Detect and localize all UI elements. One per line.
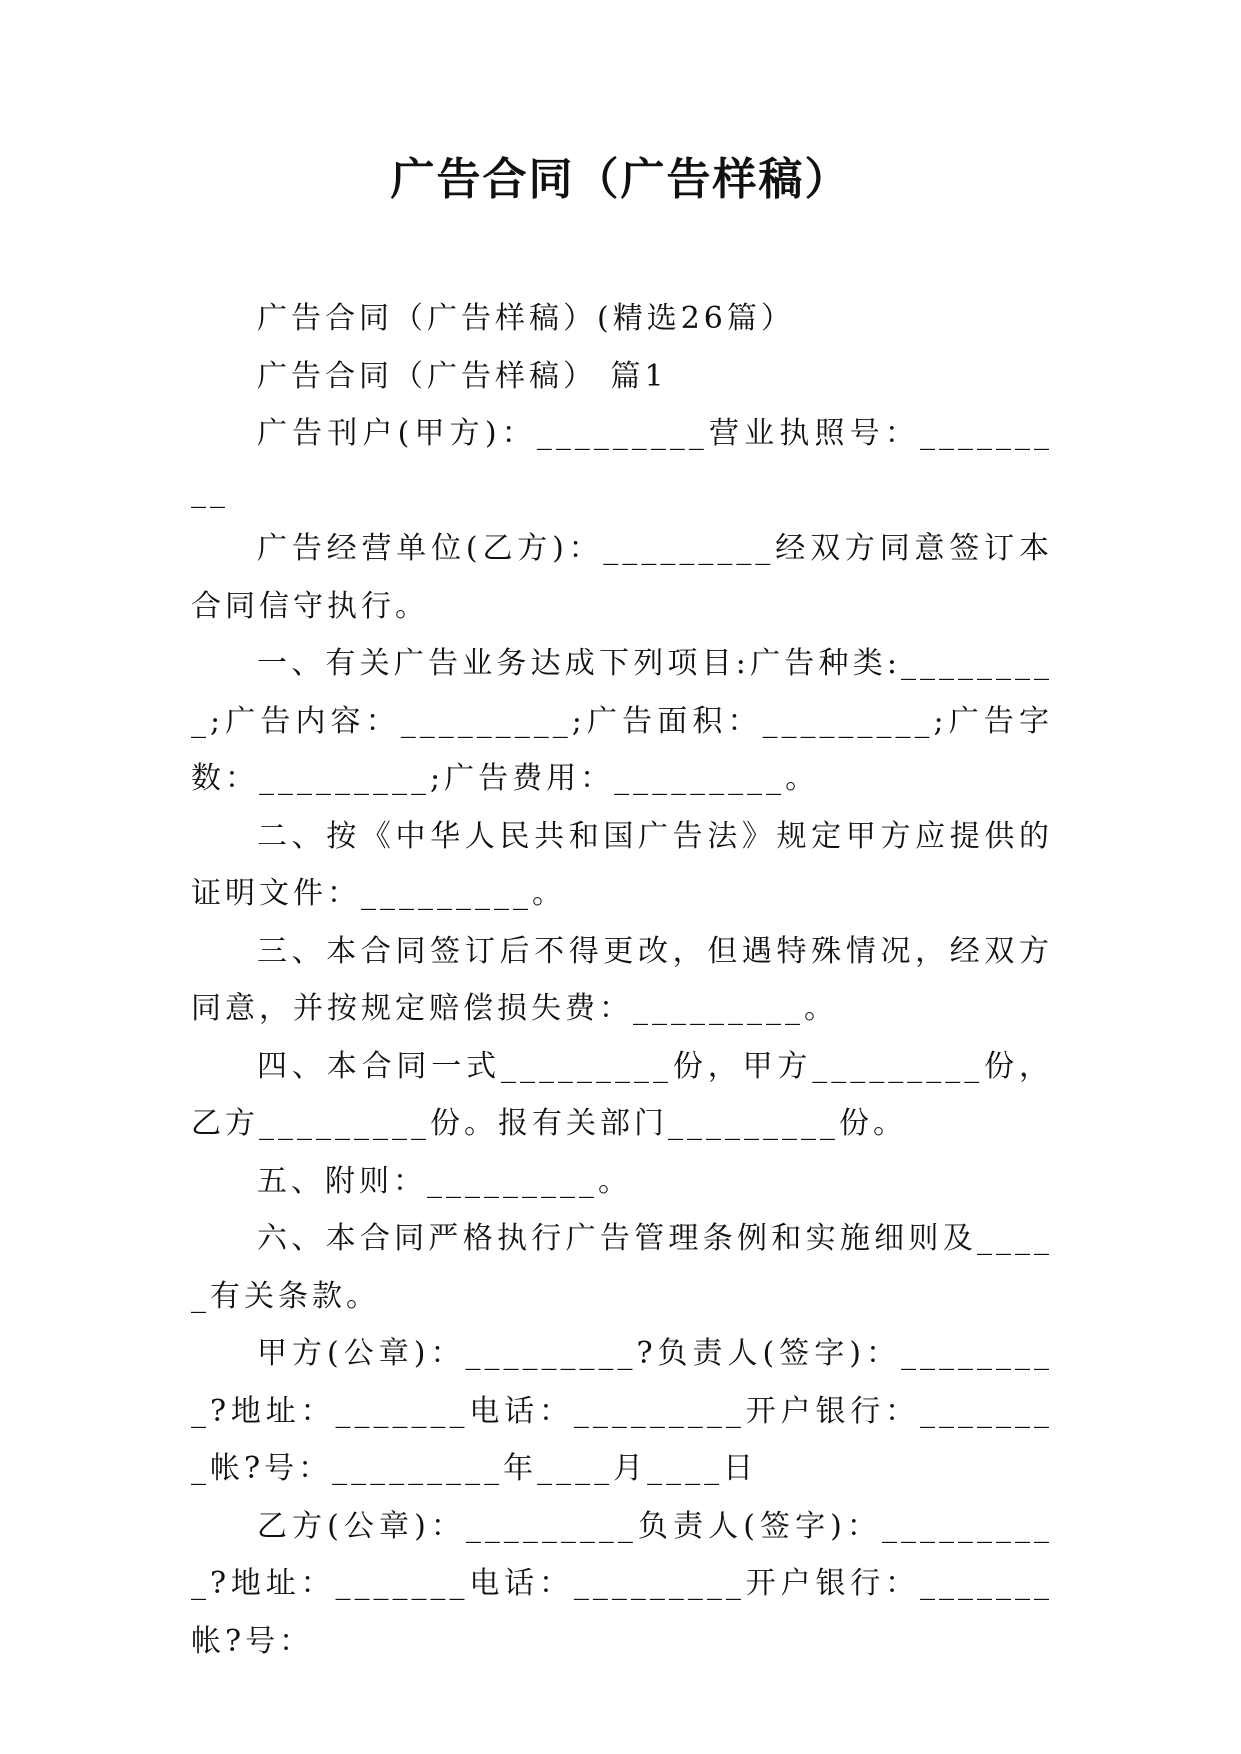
- paragraph-clause-6: 六、本合同严格执行广告管理条例和实施细则及_____有关条款。: [191, 1221, 1053, 1314]
- paragraph-clause-2: 二、按《中华人民共和国广告法》规定甲方应提供的证明文件：_________。: [191, 818, 1053, 911]
- paragraph-clause-1: 一、有关广告业务达成下列项目:广告种类:_________;广告内容：_________;广告面积：_________;广告字数：_________;广告费用：_________。: [191, 646, 1053, 796]
- paragraph-section-heading: 广告合同（广告样稿） 篇1: [257, 358, 668, 394]
- paragraph-party-a-advertiser: 广告刊户(甲方)：_________营业执照号：_________: [191, 416, 1053, 509]
- document-body: [191, 290, 1053, 1670]
- paragraph-subtitle: 广告合同（广告样稿）(精选26篇）: [257, 301, 795, 336]
- paragraph-party-b-agency: 广告经营单位(乙方)：_________经双方同意签订本合同信守执行。: [191, 531, 1053, 624]
- paragraph-party-b-signature: 乙方(公章)：_________负责人(签字)：__________?地址：_______电话：_________开户银行：_______帐?号：: [191, 1508, 1053, 1659]
- paragraph-clause-3: 三、本合同签订后不得更改，但遇特殊情况，经双方同意，并按规定赔偿损失费：_________。: [191, 933, 1053, 1026]
- paragraph-clause-4: 四、本合同一式_________份，甲方_________份，乙方_________份。报有关部门_________份。: [191, 1048, 1053, 1141]
- paragraph-clause-5: 五、附则：_________。: [257, 1163, 632, 1199]
- document-title: 广告合同（广告样稿）: [390, 154, 851, 205]
- paragraph-party-a-signature: 甲方(公章)：_________?负责人(签字)：_________?地址：_______电话：_________开户银行：________帐?号：_________年____月____日: [191, 1336, 1053, 1486]
